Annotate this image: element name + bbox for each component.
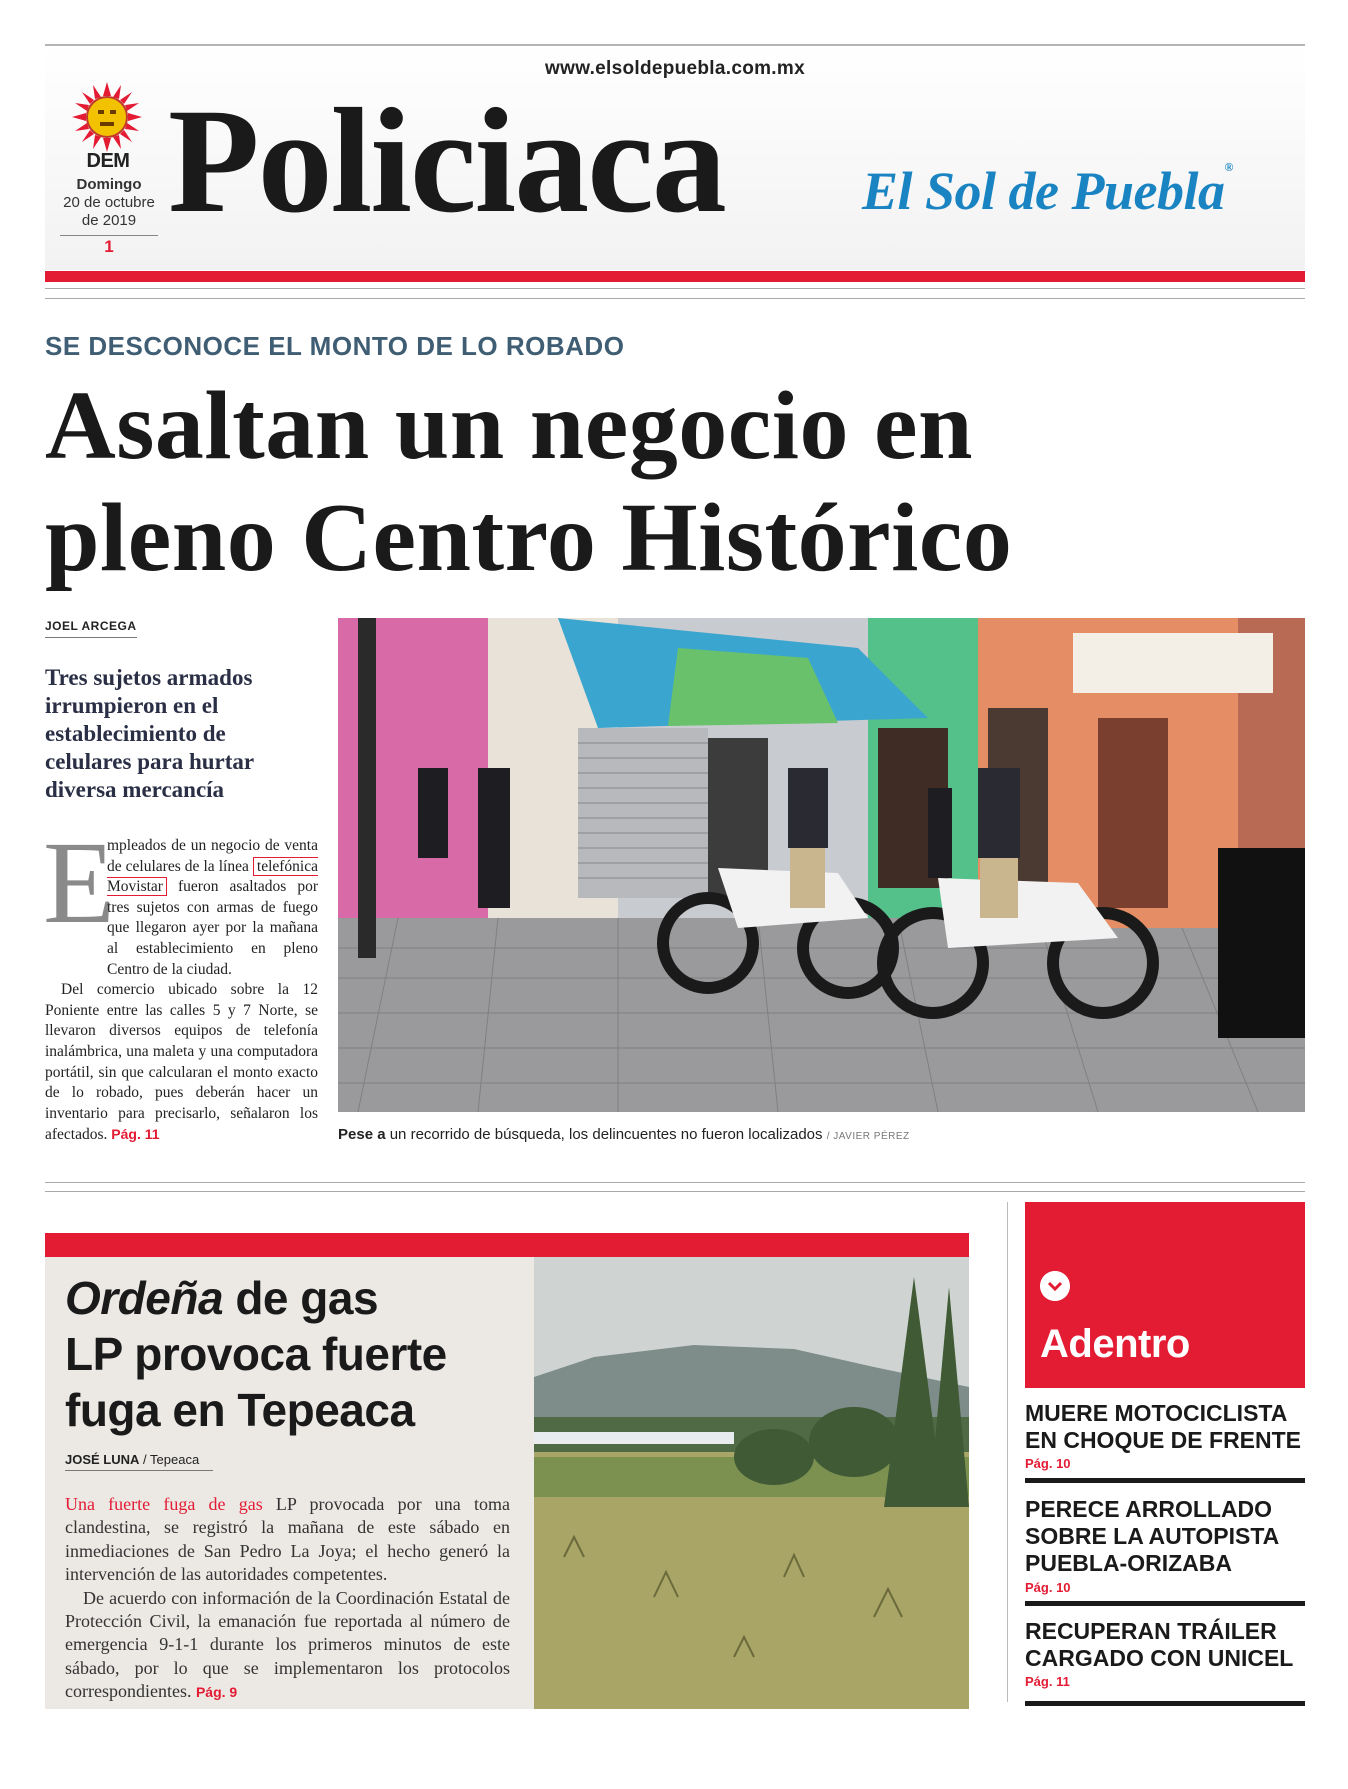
lead-headline[interactable] — [45, 370, 1305, 594]
story2-headline-line3: fuga en Tepeaca — [65, 1384, 415, 1436]
story2-byline-place: / Tepeaca — [143, 1452, 200, 1467]
story2-byline-name: JOSÉ LUNA — [65, 1452, 140, 1467]
lead-body-p1-b: fueron asaltados por tres sujetos con armas de fuego que llegaron ayer por la mañana al establecimiento en pleno Centro de la ciudad. — [107, 878, 318, 978]
inside-divider — [1025, 1601, 1305, 1606]
story2-headline[interactable] — [65, 1270, 525, 1438]
lead-photo-police-motorcycles — [338, 618, 1305, 1112]
dropcap: E — [43, 817, 116, 948]
lead-body-p1-a: mpleados de un negocio de venta de celulares de la línea — [107, 837, 318, 875]
chevron-down-icon — [1040, 1271, 1070, 1301]
caption-bold: Pese a — [338, 1126, 386, 1143]
story2-headline-italic: Ordeña — [65, 1272, 224, 1324]
byline-rule — [45, 637, 137, 638]
edition-date-line1: 20 de octubre — [63, 194, 155, 211]
story2-body-p1-text: LP provocada por una toma clandestina, se registró la mañana de este sábado en inmediaciones de San Pedro La Joya; el hecho generó la intervención de las autoridades competentes. — [65, 1494, 510, 1585]
lead-kicker: SE DESCONOCE EL MONTO DE LO ROBADO — [45, 331, 625, 361]
column-divider — [1007, 1202, 1008, 1702]
story2-headline-line1-rest: de gas — [235, 1272, 379, 1324]
section-title: Policiaca — [168, 78, 725, 244]
lead-deck: Tres sujetos armados irrumpieron en el establecimiento de celulares para hurtar diversa mercancía — [45, 665, 254, 802]
divider — [45, 298, 1305, 299]
byline-rule — [65, 1470, 213, 1471]
lead-headline-line1: Asaltan un negocio en — [45, 372, 974, 480]
dem-logo: DEM — [86, 150, 130, 172]
story2-body-p2-text: De acuerdo con información de la Coordinación Estatal de Protección Civil, la emanación fue reportada al número de emergencia 9-1-1 durante los primeros minutos de este sábado, por lo que se implementaron los protocolos correspondientes. — [65, 1587, 510, 1702]
edition-date — [55, 176, 163, 230]
divider — [45, 1191, 1305, 1192]
story2-red-bar — [45, 1233, 969, 1257]
movistar-highlight: telefónica Movistar — [107, 857, 318, 896]
lead-body — [45, 836, 318, 1146]
page-number: 1 — [104, 237, 114, 256]
masthead-red-bar — [45, 271, 1305, 282]
photo-credit: / JAVIER PÉREZ — [826, 1131, 910, 1142]
story2-byline — [65, 1452, 199, 1467]
inside-divider — [1025, 1478, 1305, 1483]
newspaper-name-text: El Sol de Puebla — [862, 161, 1225, 221]
inside-item-3-page[interactable]: Pág. 11 — [1025, 1674, 1070, 1689]
registered-mark: ® — [1224, 160, 1233, 174]
lead-headline-line2: pleno Centro Histórico — [45, 484, 1013, 592]
inside-item-2-page[interactable]: Pág. 10 — [1025, 1580, 1071, 1595]
lead-page-ref[interactable]: Pág. 11 — [111, 1126, 160, 1143]
lead-photo-caption — [338, 1126, 1305, 1143]
date-divider — [60, 235, 158, 236]
inside-item-1-page[interactable]: Pág. 10 — [1025, 1456, 1071, 1471]
lead-body-p1 — [45, 836, 318, 980]
inside-title: Adentro — [1040, 1322, 1190, 1366]
inside-item-1[interactable]: MUERE MOTOCICLISTA EN CHOQUE DE FRENTE — [1025, 1400, 1302, 1453]
inside-bottom-rule — [1025, 1701, 1305, 1706]
story2-headline-line1 — [65, 1270, 525, 1326]
inside-item-2[interactable]: PERECE ARROLLADO SOBRE LA AUTOPISTA PUEBLA-ORIZABA — [1025, 1496, 1279, 1576]
story2-lead: Una fuerte fuga de gas — [65, 1494, 263, 1514]
website-url[interactable]: www.elsoldepuebla.com.mx — [545, 58, 805, 79]
divider — [45, 1182, 1305, 1183]
caption-text: un recorrido de búsqueda, los delincuentes no fueron localizados — [389, 1126, 823, 1143]
inside-item-3[interactable]: RECUPERAN TRÁILER CARGADO CON UNICEL — [1025, 1618, 1294, 1671]
story2-page-ref[interactable]: Pág. 9 — [195, 1684, 238, 1701]
sun-logo-icon — [72, 82, 142, 152]
story2-headline-line2: LP provoca fuerte — [65, 1328, 447, 1380]
newspaper-name — [862, 160, 1233, 222]
top-rule — [45, 44, 1305, 46]
story2-body-p2 — [65, 1587, 510, 1705]
edition-date-line2: de 2019 — [81, 212, 137, 229]
lead-body-p2-text: Del comercio ubicado sobre la 12 Poniente entre las calles 5 y 7 Norte, se llevaron diversos equipos de telefonía inalámbrica, una maleta y una computadora portátil, sin que calcularan el monto exacto de lo robado, pues deberán hacer un inventario para precisarlo, señalaron los afectados. — [45, 981, 318, 1144]
divider — [45, 288, 1305, 289]
story2-body-p1 — [65, 1493, 510, 1587]
story2-body — [65, 1493, 510, 1705]
lead-body-p2 — [45, 980, 318, 1146]
story2-photo-field — [534, 1257, 969, 1709]
edition-day: Domingo — [76, 176, 142, 193]
lead-byline: JOEL ARCEGA — [45, 619, 137, 633]
